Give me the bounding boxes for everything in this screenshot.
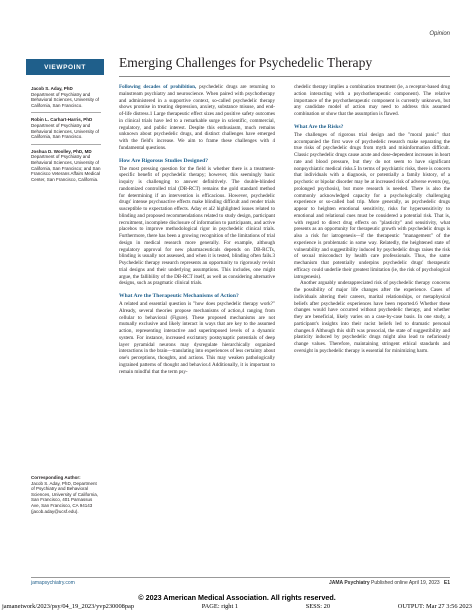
publication-date: Published online April 19, 2023: [371, 580, 440, 586]
section-heading-design: How Are Rigorous Studies Designed?: [119, 157, 208, 164]
title-divider: [119, 76, 450, 77]
paragraph-continued: chedelic therapy implies a combination treatment (ie, a receptor-based drug action interacting with a psychotherapeutic component). The relative importance of the psychotherapeutic component is currently unknown, but any candidate model of action may need to address this assumed combination or show that the assumption is flawed.: [294, 84, 450, 117]
author-name: Joshua D. Woolley, PhD, MD: [31, 148, 92, 154]
corresponding-author: [31, 475, 101, 514]
journal-name: JAMA Psychiatry: [328, 580, 370, 586]
article-title: Emerging Challenges for Psychedelic Therapy: [119, 55, 373, 70]
author-affiliation: Department of Psychiatry and Behavioral Sciences, University of California, San Francisco; and San Francisco Veterans Affairs Medical Center, San Francisco, California.: [31, 154, 101, 182]
page-number: E1: [443, 580, 450, 586]
author-block: [31, 86, 101, 113]
paragraph-design: The most pressing question for the field is whether there is a treatment-specific benefit of psychedelic therapy; however, this seemingly basic inquiry is challenging to answer definitively. The double-blinded randomized controlled trial (DB-RCT) remains the gold standard method for determining if an intervention is efficacious. However, psychedelic drugs' intense psychoactive effects make blinding difficult and render trials susceptible to expectation effects. Aday et al2 highlighted issues related to blinding and proposed recommendations related to study design, participant recruitment, incomplete disclosure of information to participants, and active placebos to improve methodological rigor in psychedelic clinical trials. Furthermore, there has been a growing recognition of the limitations of trial design in medical research more generally. For example, although regulatory approval for new pharmaceuticals depends on DB-RCTs, blinding is usually not assessed, and when it is tested, blinding often fails.3 Psychedelic therapy research represents an opportunity to rigorously revisit trial designs and their underlying assumptions. This includes, one might argue, the fallibility of the DB-RCT itself, as well as considering alternative designs, such as pragmatic clinical trials.: [119, 165, 275, 287]
body-column-1: [119, 84, 275, 375]
author-name: Robin L. Carhart-Harris, PhD: [31, 117, 93, 123]
corresponding-label: Corresponding Author:: [31, 475, 81, 480]
intro-text: psychedelic drugs are returning to mainstream psychiatry and neuroscience. When paired with psychotherapy and administered in a supportive context, so-called psychedelic therapy shows promise in treating depression, anxiety, substance misuse, and end-of-life distress.1 Large therapeutic effect sizes and positive safety outcomes in clinical trials have led to a remarkable surge in scientific, commercial, regulatory, and public interest. Despite this enthusiasm, much remains unknown about psychedelic drugs, and distinct challenges have emerged with the field's increase. We aim to frame these challenges with 4 fundamental questions.: [119, 84, 275, 151]
section-label: Opinion: [429, 31, 450, 37]
footer-divider: [31, 577, 450, 578]
copyright-notice: © 2023 American Medical Association. All rights reserved.: [138, 593, 336, 602]
print-output-time: OUTPUT: Mar 27 3:56 2023: [397, 603, 472, 610]
author-block: [31, 149, 101, 187]
paragraph-life-changes: Another arguably underappreciated risk of psychedelic therapy concerns the possibility of major life changes after the experience. Cases of individuals altering their careers, marital relationships, or metaphysical beliefs after psychedelic experiences have been reported.6 Whether these changes would have occurred without psychedelic therapy, and whether they are beneficial, likely varies on a case-by-case basis. In one study, a participant's insights into their racist beliefs led to dramatic personal changes.6 Although this shift was prosocial, the state of suggestibility and plasticity induced by psychedelic drugs might also lead to nefariously change values. Therefore, maintaining stringent ethical standards and oversight in psychedelic therapy is essential for minimizing harm.: [294, 280, 450, 354]
print-slug: [2, 603, 472, 610]
print-file-path: jamanetwork/2023/psy/04_19_2023/yvp230008pap: [2, 603, 135, 610]
journal-website-link[interactable]: jamapsychiatry.com: [31, 580, 75, 586]
author-affiliation: Department of Psychiatry and Behavioral Sciences, University of California, San Francisco.: [31, 91, 100, 108]
print-page: PAGE: right 1: [201, 603, 239, 610]
paragraph-mechanisms: A related and essential question is "how does psychedelic therapy work?" Already, several theories propose mechanisms of action,4 ranging from cellular to behavioral (Figure). These proposed mechanisms are not mutually exclusive and likely interact in ways that are key to the assumed action, representing interactive and superimposed levels of a dynamic system. For instance, increased excitatory postsynaptic potentials of deep layer pyramidal neurons may dysregulate hierarchically organized interactions in the brain—translating into experiences of less certainty about one's perceptions, thoughts, and actions. This may weaken pathologically ingrained patterns of thought and behavior.4 Additionally, it is important to remain mindful that the term psy-: [119, 301, 275, 375]
intro-paragraph: [119, 84, 275, 152]
intro-lead: Following decades of prohibition,: [119, 84, 197, 90]
corresponding-text: Jacob S. Aday, PhD, Department of Psychiatry and Behavioral Sciences, University of California, San Francisco, 401 Parnassus Ave, San Francisco, CA 94143 (jacob.aday@ucsf.edu).: [31, 480, 99, 514]
paragraph-risks: The challenges of rigorous trial design and the "moral panic" that accompanied the first wave of psychedelic research make separating the true risks of psychedelic drugs from myth and misinformation difficult. Classic psychedelic drugs cause acute and dose-dependent increases in heart rate and blood pressure, but they do not seem to have significant nonpsychiatric medical risks.5 In terms of psychiatric risks, there is concern that individuals with a diagnosis, or potentially a family history, of a psychotic or bipolar disorder may be at increased risk of adverse events (eg, prolonged psychosis), but more research is needed. There is also the commonly acknowledged capacity for a psychologically challenging experience or so-called bad trip. More generally, as psychedelic drugs appear to heighten emotional sensitivity, risks for hypersensitivity to emotional and relational cues must be considered a potential risk. That is, with regard to direct drug effects on "plasticity" and sensitivity, what presents as an opportunity for therapeutic growth with psychedelic drugs is also a risk for iatrogenesis—if the therapeutic "management" of the experience is problematic in some way. Relatedly, the heightened state of vulnerability and suggestibility induced by psychedelic drugs raises the risk of sexual misconduct by health care professionals. Thus, the same mechanism that potentially underpins psychedelic drugs' therapeutic efficacy could underlie their greatest limitation (ie, the risk of psychological iatrogenesis).: [294, 131, 450, 280]
viewpoint-badge: VIEWPOINT: [26, 59, 104, 75]
print-session: SESS: 20: [305, 603, 331, 610]
section-heading-risks: What Are the Risks?: [294, 123, 344, 130]
footer-citation: [329, 580, 450, 586]
author-affiliation: Department of Psychiatry and Behavioral Sciences, University of California, San Francisco.: [31, 122, 100, 140]
body-column-2: [294, 84, 450, 355]
author-sidebar: [31, 86, 101, 190]
section-heading-mechanisms: What Are the Therapeutic Mechanisms of Action?: [119, 293, 239, 299]
author-name: Jacob S. Aday, PhD: [31, 86, 73, 91]
author-block: [31, 117, 101, 144]
